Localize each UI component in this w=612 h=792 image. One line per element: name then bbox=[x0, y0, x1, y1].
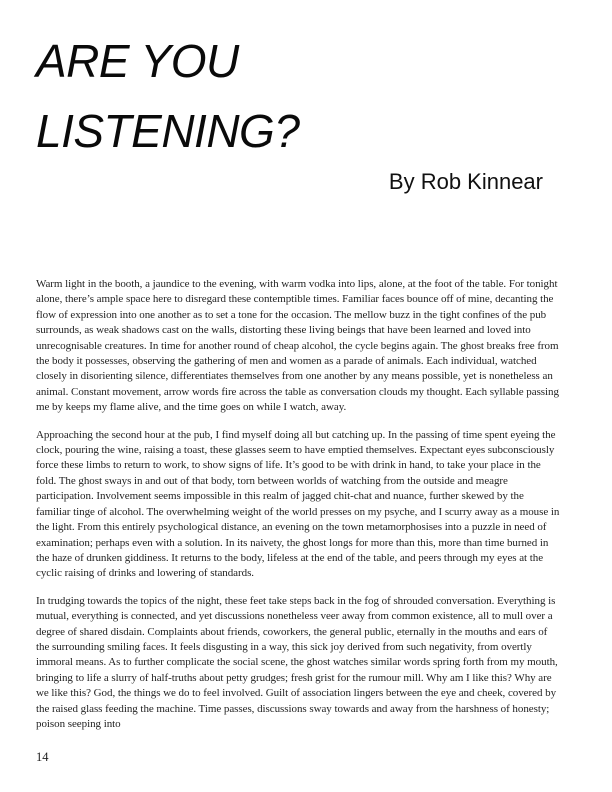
title-line-1: ARE YOU bbox=[36, 35, 239, 87]
page-number: 14 bbox=[36, 750, 49, 764]
title-line-2: LISTENING? bbox=[36, 105, 300, 157]
page-title bbox=[36, 26, 576, 166]
byline: By Rob Kinnear bbox=[388, 169, 543, 194]
article-paragraph-2: Approaching the second hour at the pub, I find myself doing all but catching up. In the passing of time spent eyeing the clock, pouring the wine, raising a toast, these glasses seem to have emptied themselves. Expectant eyes subconsciously force these limbs to return to work, to show signs of life. It’s good to be with drink in hand, to take your place in the fold. The ghost sways in and out of that body, torn between worlds of watching from the outside and meagre participation. Involvement seems impossible in this realm of jagged chit-chat and nuance, further skewed by the familiar tinge of alcohol. The overwhelming weight of the world presses on my psyche, and I scurry away as a mouse in the light. From this entirely psychological distance, an evening on the town metamorphosises into a puzzle in need of examination; perhaps even with a solution. In its naivety, the ghost longs for more than this, more than time burned in the haze of drunken giddiness. It returns to the body, lifeless at the end of the table, and peers through my eyes at the cyclic raising of drinks and lowering of standards. bbox=[36, 428, 560, 580]
article-paragraph-1: Warm light in the booth, a jaundice to the evening, with warm vodka into lips, alone, at the foot of the table. For tonight alone, there’s ample space here to disregard these contemptible times. Familiar faces bounce off of mine, decanting the flow of expression into one another as to set a tone for the occasion. The mellow buzz in the tight confines of the pub surrounds, as weak shadows cast on the walls, distorting these living beings that have been learned and loved into unrecognisable creatures. In time for another round of cheap alcohol, the cycle begins again. The ghost breaks free from the body it possesses, observing the gathering of men and women as a parade of animals. Each individual, watched closely in disorienting silence, differentiates themselves from one another by any means possible, yet is nonetheless an animal. Constant movement, arrow words fire across the table as conversation clouds my thought. Each syllable passing me by keeps my flame alive, and the time goes on while I watch, away. bbox=[36, 278, 559, 414]
article-paragraph-3: In trudging towards the topics of the night, these feet take steps back in the fog of shrouded conversation. Everything is mutual, everything is connected, and yet discussions nonetheless veer away from common existence, all to mull over a degree of shared disdain. Complaints about friends, coworkers, the general public, eternally in the mouths and ears of the surrounding smiling faces. It feels disgusting in a way, this sick joy derived from such negativity, from overtly immoral means. As to further complicate the social scene, the ghost watches similar words spring forth from my mouth, bringing to life a slurry of half-truths about petty grudges; fresh grist for the rumour mill. Why am I like this? Why are we like this? God, the things we do to feel involved. Guilt of association lingers between the eye and cheek, covered by the raised glass feeding the machine. Time passes, discussions sway towards and away from the harshness of honesty; poison seeping into bbox=[36, 594, 558, 730]
article-header bbox=[36, 26, 576, 195]
article-body bbox=[36, 277, 560, 732]
